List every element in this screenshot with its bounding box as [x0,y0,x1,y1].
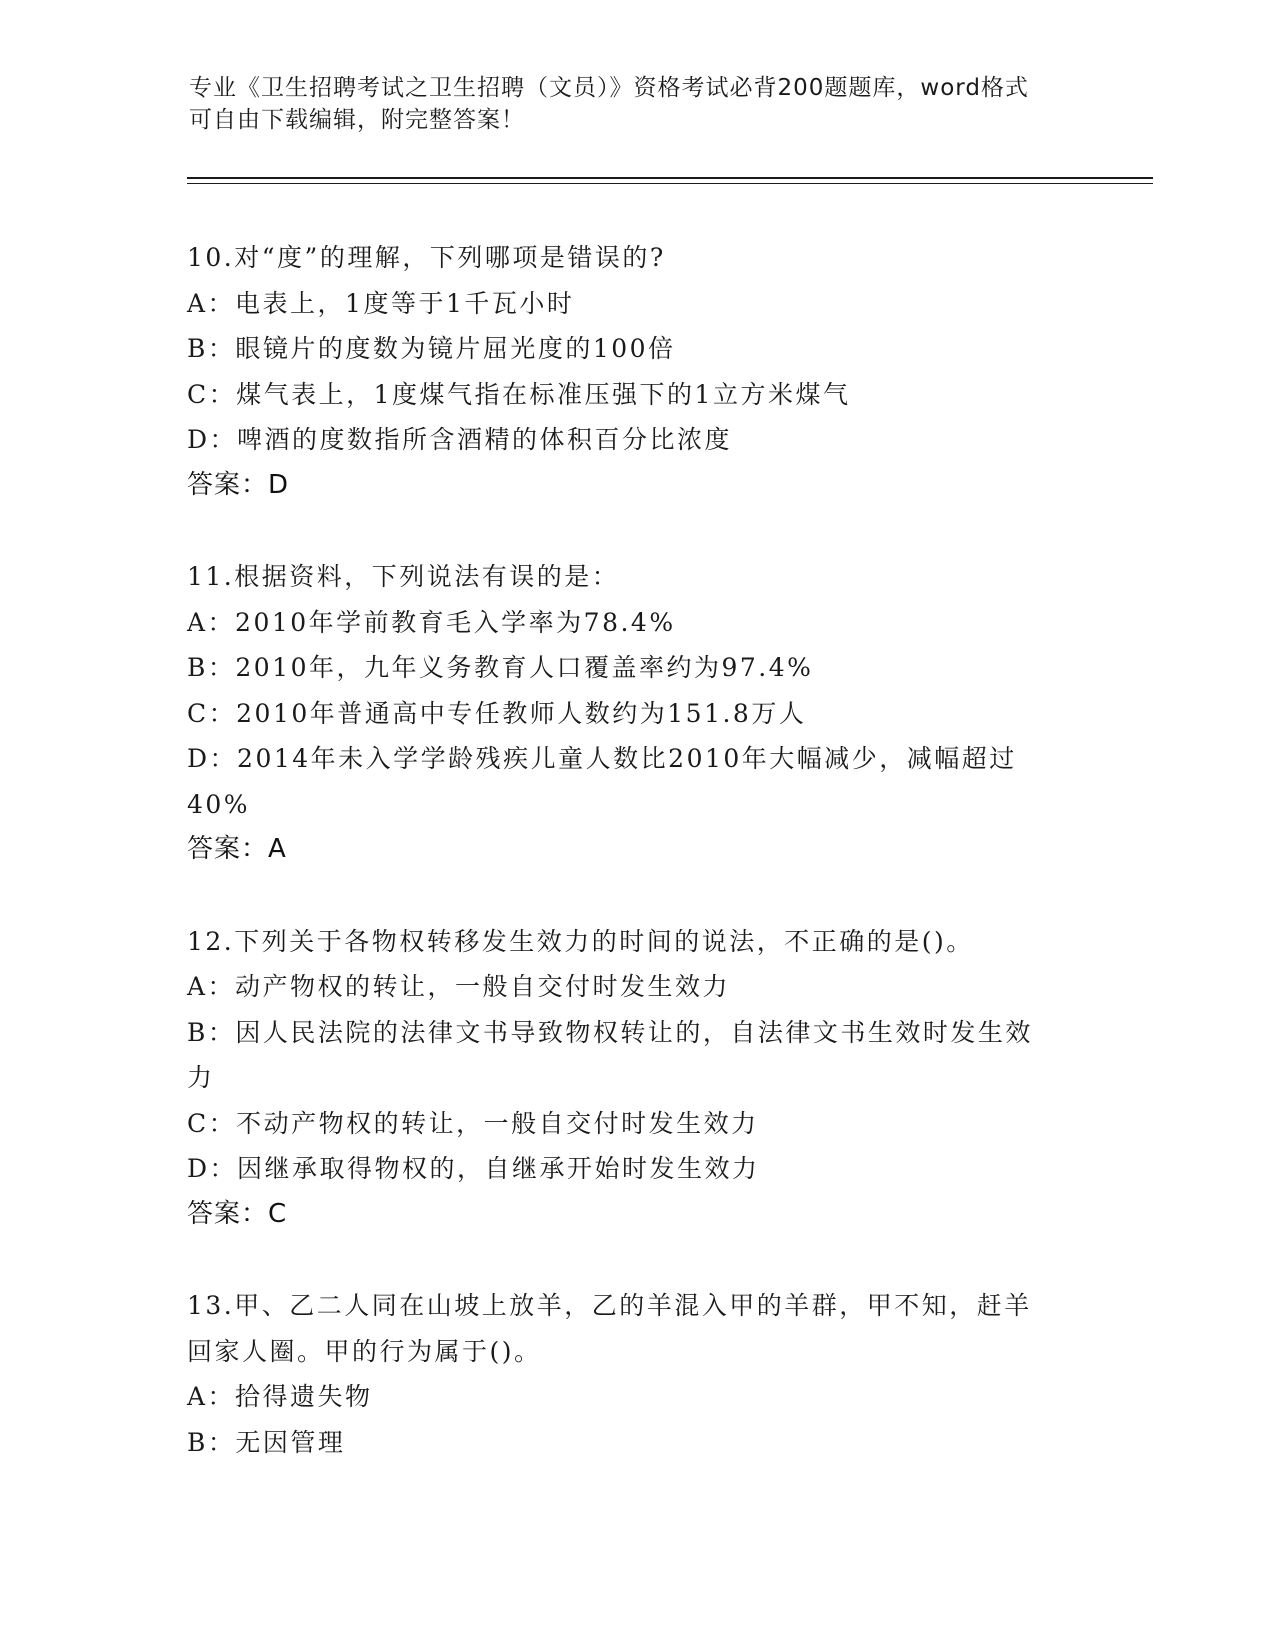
option-a: A：电表上，1度等于1千瓦小时 [187,288,575,318]
option-c: C：煤气表上，1度煤气指在标准压强下的1立方米煤气 [187,379,851,409]
option-a: A：2010年学前教育毛入学率为78.4% [187,607,676,637]
question-12 [187,919,1087,1238]
answer-label: 答案：D [187,469,290,500]
option-c: C：不动产物权的转让，一般自交付时发生效力 [187,1108,759,1138]
option-a: A：动产物权的转让，一般自交付时发生效力 [187,972,731,1001]
question-stem: 12.下列关于各物权转移发生效力的时间的说法，不正确的是()。 [187,926,974,956]
question-stem: 11.根据资料，下列说法有误的是： [187,562,620,591]
header-line-2: 可自由下载编辑，附完整答案！ [189,107,525,133]
answer-label: 答案：C [187,1198,288,1229]
question-stem: 10.对“度”的理解，下列哪项是错误的? [187,243,666,272]
question-stem-continued: 回家人圈。甲的行为属于()。 [187,1336,542,1366]
option-b: B：眼镜片的度数为镜片屈光度的100倍 [187,334,676,363]
option-b-continued: 力 [187,1063,215,1092]
answer-label: 答案：A [187,834,287,864]
question-list [187,235,1087,1511]
question-13 [187,1283,1087,1465]
option-b: B：2010年，九年义务教育人口覆盖率约为97.4% [187,653,814,682]
option-b: B：因人民法院的法律文书导致物权转让的，自法律文书生效时发生效 [187,1017,1033,1047]
option-d: D：啤酒的度数指所含酒精的体积百分比浓度 [187,425,733,454]
header-rule-thick [187,177,1153,179]
option-b: B：无因管理 [187,1427,346,1457]
option-d: D：2014年未入学学龄残疾儿童人数比2010年大幅减少，减幅超过 [187,744,1017,773]
option-d: D：因继承取得物权的，自继承开始时发生效力 [187,1154,760,1183]
option-d-continued: 40% [187,789,251,819]
option-a: A：拾得遗失物 [187,1382,373,1411]
document-header [189,72,1089,136]
question-11 [187,554,1087,873]
header-rule-thin [187,183,1153,184]
question-10 [187,235,1087,508]
option-c: C：2010年普通高中专任教师人数约为151.8万人 [187,698,807,728]
header-line-1: 专业《卫生招聘考试之卫生招聘（文员）》资格考试必背200题题库，word格式 [189,75,1029,101]
question-stem: 13.甲、乙二人同在山坡上放羊，乙的羊混入甲的羊群，甲不知，赶羊 [187,1291,1032,1320]
